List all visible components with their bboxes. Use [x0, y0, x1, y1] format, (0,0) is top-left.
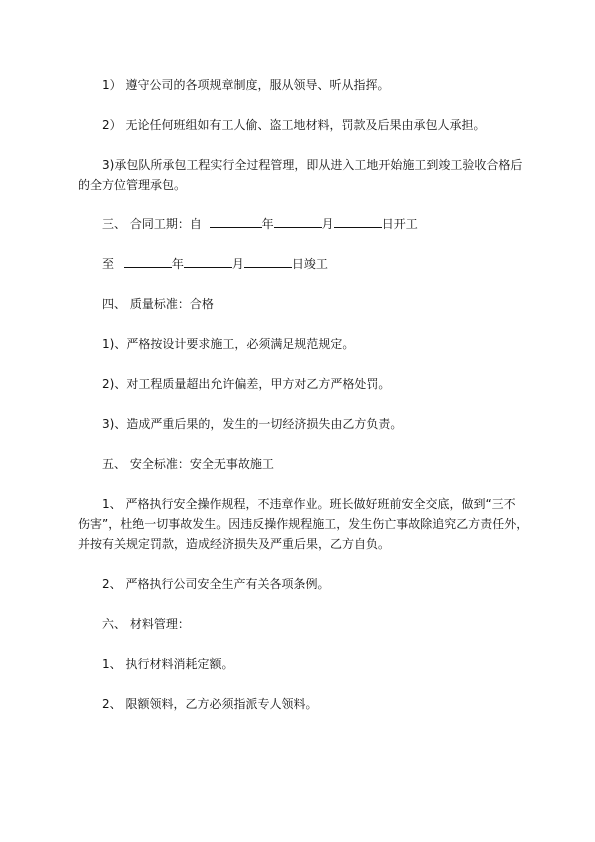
- materials-rule-1: [78, 654, 518, 674]
- quality-rule-3: [78, 414, 518, 434]
- quality-rule-2: [78, 374, 518, 394]
- year-blank: [210, 214, 262, 228]
- paragraph-text: 1） 遵守公司的各项规章制度，服从领导、听从指挥。: [102, 78, 390, 92]
- paragraph-line: 伤害”，杜绝一切事故发生。因违反操作规程施工，发生伤亡事故除追究乙方责任外，: [78, 517, 529, 531]
- section-heading: 六、 材料管理：: [102, 617, 190, 631]
- date-prefix: 至: [102, 257, 115, 271]
- paragraph-line: 3)承包队所承包工程实行全过程管理，即从进入工地开始施工到竣工验收合格后: [102, 158, 523, 172]
- section-heading: 四、 质量标准：合格: [102, 297, 214, 311]
- paragraph-rule-2: [78, 115, 518, 135]
- paragraph-text: 1)、严格按设计要求施工，必须满足规范规定。: [102, 337, 355, 351]
- section-heading: 三、 合同工期：自: [102, 217, 202, 231]
- section-safety: [78, 454, 518, 474]
- paragraph-rule-1: [78, 75, 518, 95]
- month-blank: [184, 254, 232, 268]
- paragraph-text: 2、 限额领料，乙方必须指派专人领料。: [102, 697, 318, 711]
- paragraph-text: 2、 严格执行公司安全生产有关各项条例。: [102, 577, 330, 591]
- safety-rule-1: [78, 494, 529, 554]
- year-blank: [124, 254, 172, 268]
- safety-rule-2: [78, 574, 518, 594]
- section-heading: 五、 安全标准：安全无事故施工: [102, 457, 274, 471]
- materials-rule-2: [78, 694, 518, 714]
- paragraph-text: 2)、对工程质量超出允许偏差，甲方对乙方严格处罚。: [102, 377, 391, 391]
- month-label: 月: [231, 257, 244, 271]
- year-label: 年: [261, 217, 274, 231]
- paragraph-text: 1、 执行材料消耗定额。: [102, 657, 234, 671]
- paragraph-text: 2） 无论任何班组如有工人偷、盗工地材料，罚款及后果由承包人承担。: [102, 118, 486, 132]
- contract-end-date: [78, 254, 518, 274]
- month-label: 月: [321, 217, 334, 231]
- section-quality: [78, 294, 518, 314]
- paragraph-text: 3)、造成严重后果的，发生的一切经济损失由乙方负责。: [102, 417, 403, 431]
- quality-rule-1: [78, 334, 518, 354]
- paragraph-rule-3: [78, 155, 523, 195]
- day-label: 日竣工: [291, 257, 328, 271]
- day-blank: [244, 254, 292, 268]
- section-materials: [78, 614, 518, 634]
- day-blank: [334, 214, 382, 228]
- contract-start-date: [78, 214, 518, 234]
- month-blank: [274, 214, 322, 228]
- year-label: 年: [171, 257, 184, 271]
- day-label: 日开工: [381, 217, 418, 231]
- paragraph-line: 的全方位管理承包。: [78, 178, 187, 192]
- paragraph-line: 1、 严格执行安全操作规程，不违章作业。班长做好班前安全交底，做到“三不: [102, 497, 516, 511]
- paragraph-line: 并按有关规定罚款，造成经济损失及严重后果，乙方自负。: [78, 537, 391, 551]
